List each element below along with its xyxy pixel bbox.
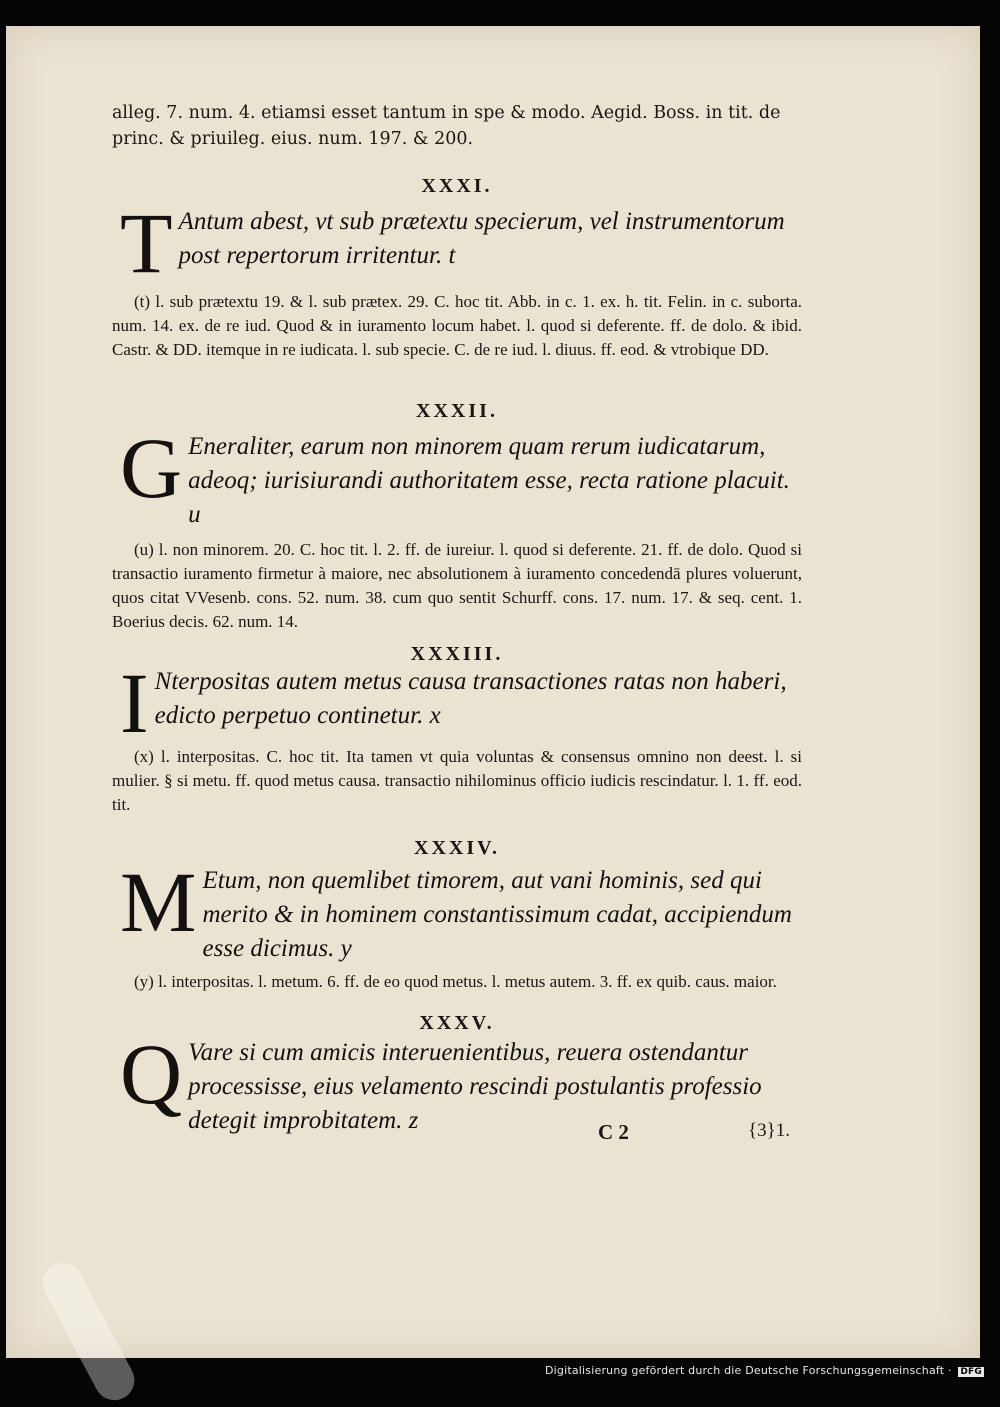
section-heading-35: XXXV. — [419, 1012, 495, 1034]
section-thesis-35 — [120, 1026, 800, 1138]
credit-text: Digitalisierung gefördert durch die Deutsche Forschungsgemeinschaft · — [544, 1364, 952, 1377]
dropcap: Q — [120, 1026, 183, 1122]
section-thesis-33 — [120, 655, 800, 751]
section-heading-33: XXXIII. — [410, 643, 504, 665]
section-heading-34: XXXIV. — [414, 837, 500, 859]
lead-line-1: alleg. 7. num. 4. etiamsi esset tantum in spe & modo. Aegid. Boss. in tit. de — [112, 103, 781, 123]
digitization-credit — [545, 1364, 984, 1377]
section-heading-31: XXXI. — [421, 175, 493, 197]
lead-line-2: princ. & priuileg. eius. num. 197. & 200. — [112, 129, 474, 149]
section-thesis-34 — [120, 854, 800, 966]
handwritten-page-number: {3}1. — [748, 1120, 790, 1141]
thesis-text: Vare si cum amicis interuenientibus, reuera ostendantur processisse, eius velamento rescindi postulantis professio detegit improbitatem. z — [188, 1039, 762, 1134]
dropcap: M — [120, 854, 197, 950]
section-note-34: (y) l. interpositas. l. metum. 6. ff. de eo quod metus. l. metus autem. 3. ff. ex quib. caus. maior. — [134, 972, 777, 991]
thesis-text: Eneraliter, earum non minorem quam rerum iudicatarum, adeoq; iurisiurandi authoritatem esse, recta ratione placuit. u — [188, 433, 790, 528]
section-note-33: (x) l. interpositas. C. hoc tit. Ita tamen vt quia voluntas & consensus omnino non deest. l. si mulier. § si metu. ff. quod metus causa. transactio nihilominus officio iudicis rescindatur. l. 1. ff. eod. tit. — [112, 747, 802, 814]
dropcap: T — [120, 195, 173, 291]
thesis-text: Nterpositas autem metus causa transactiones ratas non haberi, edicto perpetuo continetur. x — [154, 668, 787, 729]
signature-mark: C 2 — [598, 1120, 629, 1144]
lead-text — [112, 100, 802, 152]
dropcap: I — [120, 655, 149, 751]
section-thesis-31 — [120, 195, 800, 291]
dfg-logo-icon: DFG — [960, 1367, 982, 1377]
page-glare — [36, 1256, 142, 1407]
section-heading-32: XXXII. — [416, 400, 498, 422]
section-note-32: (u) l. non minorem. 20. C. hoc tit. l. 2. ff. de iureiur. l. quod si deferente. 21. ff. de dolo. Quod si transactio iuramento firmetur à maiore, nec absolutionem à iuramento concedendā plures voluerunt, quos citat VVesenb. cons. 52. num. 38. cum quo sentit Schurff. cons. 17. num. 17. & seq. cent. 1. Boerius decis. 62. num. 14. — [112, 540, 802, 631]
section-thesis-32 — [120, 420, 800, 532]
section-note-31: (t) l. sub prætextu 19. & l. sub prætex. 29. C. hoc tit. Abb. in c. 1. ex. h. tit. Felin. in c. suborta. num. 14. ex. de re iud. Quod & in iuramento locum habet. l. quod si deferente. ff. de dolo. & ibid. Castr. & DD. itemque in re iudicata. l. sub specie. C. de re iud. l. diuus. ff. eod. & vtrobique DD. — [112, 292, 802, 359]
thesis-text: Antum abest, vt sub prætextu specierum, vel instrumentorum post repertorum irritentur. t — [178, 208, 785, 269]
dropcap: G — [120, 420, 183, 516]
thesis-text: Etum, non quemlibet timorem, aut vani hominis, sed qui merito & in hominem constantissimum cadat, accipiendum esse dicimus. y — [202, 867, 792, 962]
